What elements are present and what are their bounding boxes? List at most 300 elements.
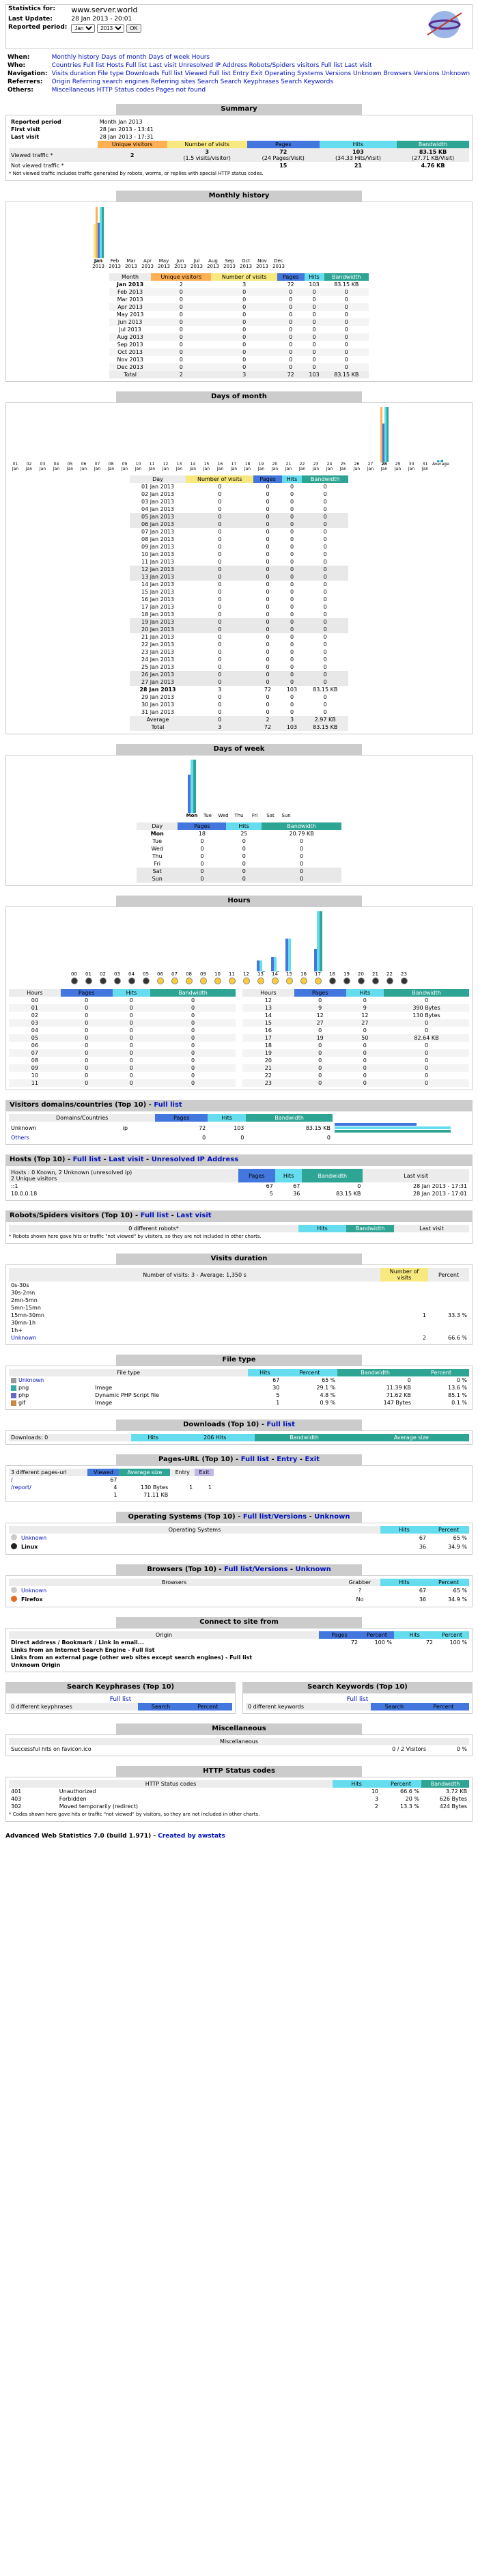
hour-label: 18 [326,971,339,985]
table-cell: 0 [179,296,183,303]
table-cell: Sun [152,876,163,882]
http-section [5,1766,473,1822]
nav-link[interactable]: Days of week [148,54,190,61]
day-bar-group [419,406,432,462]
table-cell: 0 [424,1072,429,1079]
nav-link[interactable]: Hours [191,54,210,61]
table-cell: 0 [242,349,247,355]
day-label: 11 Jan [148,462,156,471]
day-label: 26 Jan [353,462,361,471]
table-cell: 0 [424,1050,429,1056]
table-cell: 25 [240,831,248,837]
robots-section: Robots/Spiders visitors (Top 10) - Full list - Last visit 0 different robots* Hits Bandwidth Last visit * Robots shown here gave hits or traffic "not viewed" by visitors, so they are not included in other charts. [5,1210,473,1244]
day-label: 19 Jan [257,462,265,471]
table-cell: 0 [191,1080,195,1086]
misc-title: Miscellaneous [116,1723,362,1734]
table-cell: 0 [424,1080,429,1086]
table-cell: 0 [323,506,327,512]
hosts-lastvisit-link[interactable]: Last visit [109,1156,144,1163]
clock-icon [128,978,135,984]
day-cell: 05 Jan 2013 [141,514,174,520]
viewed-hits: 103 [352,149,364,155]
table-cell [428,1327,469,1334]
nav-link[interactable]: HTTP Status codes [96,87,154,94]
hour-bar-group [398,910,410,971]
table-cell [435,1646,469,1654]
col-bandwidth: Bandwidth [337,1369,412,1376]
table-row [9,1027,236,1034]
table-cell: 0 [290,544,294,550]
table-cell: 0 [179,364,183,370]
table-cell: 0 [85,1042,89,1049]
day-label: 24 Jan [326,462,333,471]
table-cell: 0 [300,838,304,844]
table-cell: 1 [276,1400,280,1406]
table-cell: 0 [290,514,294,520]
table-row [9,1049,236,1057]
downloads-section: Downloads (Top 10) - Full list Downloads: 0 Hits 206 Hits Bandwidth Average size [5,1419,473,1445]
table-cell: 626 Bytes [439,1796,467,1802]
table-cell: 28 Jan 2013 - 17:31 [413,1183,467,1189]
hour-label: 09 [197,971,210,985]
table-row [242,1057,469,1064]
nav-link[interactable]: Full list [126,62,147,69]
browser-name: Unknown [21,1588,47,1594]
nav-link[interactable]: Full list [209,70,231,77]
pages-full-link[interactable]: Full list [240,1456,270,1463]
nav-link[interactable]: Search Keywords [281,79,334,85]
col-hits: Hits [208,1114,246,1122]
bandwidth-bar [335,1130,451,1133]
day-cell: 08 Jan 2013 [141,536,174,542]
nav-link[interactable]: Downloads [126,70,160,77]
unknown-os-icon [11,1534,17,1540]
hour-label: 07 [169,971,181,985]
nav-key: Referrers: [8,79,43,85]
day-label: 09 Jan [121,462,128,471]
month-select[interactable] [71,24,95,33]
browsers-unknown-link[interactable]: Unknown [295,1566,331,1573]
page-url-link[interactable]: /report/ [11,1484,31,1491]
table-cell: 0 [200,838,204,844]
table-cell: 72 [287,281,294,288]
hour-label: 04 [126,971,138,985]
hosts-unresolved-link[interactable]: Unresolved IP Address [151,1156,239,1163]
hour-bar-group [298,910,310,971]
day-label: 15 Jan [203,462,210,471]
day-cell: 10 Jan 2013 [141,551,174,557]
file-ext: gif [9,1399,93,1407]
page-url-link[interactable]: / [11,1477,13,1483]
monthly-chart [91,205,469,258]
table-cell: 0 [318,1072,322,1079]
table-row [130,596,348,603]
hour-bar-group [140,910,152,971]
col-hits: Hits [333,1780,380,1788]
hour-label: 22 [384,971,396,985]
day-bar-group [323,406,336,462]
navigation [5,53,473,94]
day-label: 18 Jan [244,462,251,471]
robots-full-link[interactable]: Full list [140,1212,169,1219]
table-cell: Aug 2013 [117,334,143,340]
table-cell: 0 [290,484,294,490]
total-cell: 72 [264,724,272,730]
hour-bar-group [154,910,167,971]
table-cell: 0 [290,641,294,648]
clock-icon [358,978,365,984]
hosts-full-link[interactable]: Full list [72,1156,101,1163]
table-cell [428,1297,469,1304]
table-cell [360,1654,394,1661]
nav-link[interactable]: Entry [232,70,249,77]
table-cell: 65 % [322,1377,336,1383]
keyphrases-title: Search Keyphrases (Top 10) [66,1683,175,1691]
hour-bar-group [126,910,138,971]
col-header: Month [109,273,151,281]
week-chart [9,758,469,813]
month-label: Mar 2013 [125,258,137,269]
table-row [9,1319,469,1327]
nav-link[interactable]: Browsers [383,70,412,77]
table-cell: 0 [129,1057,133,1064]
nav-link[interactable]: Pages not found [156,87,206,94]
table-cell: 01 [31,1005,38,1011]
table-cell: 0 [300,868,304,874]
nav-link[interactable]: Unresolved IP Address [178,62,247,69]
clock-icon [71,978,78,984]
nav-link[interactable]: Origin [51,79,70,85]
monthly-title: Monthly history [116,191,362,202]
day-label: 12 Jan [162,462,169,471]
table-cell: 83.15 KB [336,1191,361,1197]
hour-label: 02 [97,971,109,985]
table-cell: 0 [266,679,270,685]
nav-link[interactable]: Full list [83,62,105,69]
table-cell: 0 [312,342,316,348]
table-cell: 0 [290,634,294,640]
table-cell: 27 [361,1020,369,1026]
nav-link[interactable]: Search [197,79,219,85]
table-cell: 0 [129,1012,133,1019]
col-percent: Percent [380,1780,421,1788]
nav-link[interactable]: Search Keyphrases [220,79,279,85]
table-cell: 85.1 % [448,1392,467,1398]
ok-button[interactable]: OK [126,24,141,33]
others-link[interactable]: Others [11,1135,29,1141]
week-title: Days of week [116,744,362,755]
col-visits: Number of visits [167,141,247,148]
col-viewed: Viewed [87,1469,119,1476]
day-cell: 26 Jan 2013 [141,671,174,678]
table-cell: Image [95,1385,113,1391]
table-cell: 67 [110,1477,117,1483]
lastupdate: 28 Jan 2013 - 20:01 [71,16,132,23]
hour-label: 11 [226,971,238,985]
nav-link[interactable]: Robots/Spiders visitors [249,62,320,69]
col-header: Pages [277,273,305,281]
hour-label: 01 [83,971,95,985]
day-label: 08 Jan [107,462,115,471]
table-cell: 0 [129,997,133,1003]
week-bar-group [264,758,277,813]
firefox-icon [11,1596,17,1602]
day-bar-group [200,406,213,462]
table-cell: 3.72 KB [445,1788,467,1795]
col-misc: Miscellaneous [9,1738,469,1745]
table-cell: 66.6 % [448,1335,467,1341]
table-cell: 0 [242,327,247,333]
avg-cell: 0 [218,717,222,723]
day-label: 02 Jan [25,462,33,471]
table-cell: 0 [218,589,222,595]
table-cell: 0 [179,357,183,363]
nav-link[interactable]: Versions [325,70,352,77]
day-label: 30 Jan [408,462,415,471]
month-bar-group [91,205,106,258]
table-cell [435,1654,469,1661]
nav-link[interactable]: Unknown [441,70,470,77]
file-type-icon [11,1378,16,1383]
nav-link[interactable]: Visits duration [51,70,96,77]
nav-link[interactable]: Last visit [149,62,177,69]
table-cell: 0 [290,649,294,655]
hour-bar-group [197,910,210,971]
nav-link[interactable]: Last visit [344,62,372,69]
table-row [9,1399,469,1407]
table-cell: 0 [344,289,348,295]
table-cell: 0 [424,1042,429,1049]
table-cell: 19 [264,1050,272,1056]
keyphrases-full-link[interactable]: Full list [109,1696,132,1703]
col-exit: Exit [195,1469,214,1476]
week-bar-group [279,758,293,813]
browsers-full-link[interactable]: Full list/Versions [224,1566,288,1573]
day-bar-group [364,406,377,462]
table-row [242,1079,469,1087]
file-type-icon [11,1400,16,1406]
pages-exit-link[interactable]: Exit [305,1456,320,1463]
col-bandwidth: Bandwidth [421,1780,469,1788]
table-cell: 130 Bytes [412,1012,440,1019]
total-cell: 2 [179,372,183,378]
footer-link[interactable]: Created by awstats [158,1833,225,1840]
table-cell: 0 [200,846,204,852]
day-label: 13 Jan [175,462,183,471]
nav-link[interactable]: Referring search engines [72,79,149,85]
table-cell: 0 [266,596,270,603]
table-cell: 65 % [453,1535,467,1541]
day-cell: 18 Jan 2013 [141,611,174,618]
os-full-link[interactable]: Full list/Versions [242,1513,307,1521]
day-bar-group [296,406,309,462]
monthly-section [5,191,473,382]
table-cell: 0 [266,574,270,580]
hour-bar-group [169,910,181,971]
countries-title: Visitors domains/countries (Top 10) [10,1101,147,1109]
table-cell: 50 [361,1035,369,1041]
hour-bar-group [226,910,238,971]
col-unique: Unique visitors [98,141,167,148]
nav-link[interactable]: Unknown [352,70,382,77]
table-cell: 0 [218,709,222,715]
table-cell: 11.39 KB [386,1385,411,1391]
clock-icon [286,978,293,984]
nav-link[interactable]: Versions [413,70,440,77]
nav-link[interactable]: Countries [51,62,81,69]
table-row [9,1289,469,1297]
table-cell [394,1654,435,1661]
total-cell: 103 [286,724,298,730]
table-cell: 0 [218,634,222,640]
nav-link[interactable]: Full list [161,70,183,77]
table-cell: 0 [323,499,327,505]
total-cell: 83.15 KB [334,372,359,378]
downloads-full-link[interactable]: Full list [266,1421,295,1428]
table-cell: 0 [191,997,195,1003]
hour-bar-group [384,910,396,971]
summary-section [5,104,473,181]
table-cell: 0 [191,1035,195,1041]
table-cell: 0 [323,514,327,520]
nav-link[interactable]: Hosts [107,62,124,69]
robots-lastvisit-link[interactable]: Last visit [176,1212,212,1219]
table-cell: 0 [290,589,294,595]
table-row [242,1004,469,1012]
month-label: Sep 2013 [223,258,236,269]
nav-link[interactable]: Operating Systems [264,70,324,77]
nav-link[interactable]: Referring sites [150,79,195,85]
table-cell: 0 [129,1065,133,1071]
table-cell: Wed [151,846,163,852]
nav-link[interactable]: Miscellaneous [51,87,95,94]
table-cell: 0 [200,853,204,859]
col-hits: Hits [298,1225,346,1232]
clock-icon [85,978,92,984]
col-hits: Hits [380,1579,428,1586]
os-name: Unknown [21,1535,47,1541]
table-cell [380,1304,428,1312]
table-cell: 02 [31,1012,38,1019]
table-row [130,708,348,716]
table-cell: 0 [129,1072,133,1079]
os-unknown-link[interactable]: Unknown [314,1513,350,1521]
table-row [242,1012,469,1019]
table-cell: 0 [242,868,246,874]
day-label: 28 Jan [380,462,388,471]
clock-icon [257,978,264,984]
day-cell: 24 Jan 2013 [141,656,174,663]
table-cell: 0 [218,679,222,685]
table-row [9,1661,469,1669]
week-label: Fri [251,813,258,818]
nav-link[interactable]: File type [98,70,124,77]
day-bar-group [405,406,418,462]
col-pages: Pages [155,1114,208,1122]
table-cell: 0 [242,319,247,325]
week-bar-group [232,758,246,813]
table-cell: 13.6 % [448,1385,467,1391]
table-cell: 0 [218,626,222,633]
keywords-full-link[interactable]: Full list [346,1696,369,1703]
table-cell: 0 [290,626,294,633]
col-visits: Number of visits [380,1268,428,1282]
avg-cell: 2 [266,717,270,723]
year-select[interactable] [97,24,124,33]
nav-link[interactable]: Viewed [184,70,208,77]
table-cell: 0.1 % [451,1400,467,1406]
table-cell: 4.8 % [320,1392,336,1398]
nav-link[interactable]: Days of month [101,54,147,61]
table-row [109,318,369,326]
table-cell: 4 [113,1484,117,1491]
table-cell: 12 [316,1012,324,1019]
table-cell: 17 [264,1035,272,1041]
duration-title: Visits duration [116,1254,362,1264]
table-cell: 0 [290,664,294,670]
table-cell: Sat [152,868,162,874]
col-header: Number of visits [211,273,277,281]
table-row [109,363,369,371]
table-cell: 0 [242,296,247,303]
col-pages: Pages [247,141,320,148]
hour-bar [274,957,277,971]
days-chart [9,406,469,462]
pages-entry-link[interactable]: Entry [277,1456,298,1463]
table-cell: 0 [344,349,348,355]
day-bar-group [23,406,36,462]
nav-link[interactable]: Full list [321,62,343,69]
misc-visitors: 0 / 2 Visitors [392,1746,426,1752]
col-hits: Hits [320,141,397,148]
day-cell: 29 Jan 2013 [141,694,174,700]
countries-full-link[interactable]: Full list [154,1101,182,1109]
nav-link[interactable]: Monthly history [51,54,100,61]
table-row [109,281,369,288]
table-cell: 0 [290,671,294,678]
table-cell: ::1 [11,1183,18,1189]
table-cell: 0 [200,876,204,882]
nav-link[interactable]: Exit [251,70,263,77]
table-cell: 0 [218,559,222,565]
robots-count: 0 different robots* [9,1225,298,1232]
table-cell: 302 [11,1803,22,1810]
hour-label: 03 [111,971,124,985]
table-row [130,573,348,581]
day-bar-group [50,406,63,462]
day-bar-group [391,406,404,462]
table-cell: 0 [266,671,270,678]
table-cell: 0 [266,529,270,535]
col-header: Number of visits [186,475,253,483]
month-bar [102,207,104,258]
table-cell: 0 [179,342,183,348]
table-cell: 0 [344,364,348,370]
table-cell: 0 [218,506,222,512]
table-cell: 0 [289,327,293,333]
pages-section: Pages-URL (Top 10) - Full list - Entry - Exit 3 different pages-url Viewed Average size Entry Exit / 67 /report/ 4 130 Bytes 1 1 1 71.11 KB [5,1454,473,1502]
table-cell: 0 [300,846,304,852]
table-row [242,1042,469,1049]
col-bandwidth: Bandwidth [302,1169,363,1182]
table-cell: 0 [289,349,293,355]
table-cell: 0 [344,327,348,333]
table-row [9,1190,469,1197]
table-cell [170,1476,195,1484]
table-cell: 0 [191,1050,195,1056]
table-cell: 36 [419,1544,426,1550]
table-cell: 0 [85,1050,89,1056]
